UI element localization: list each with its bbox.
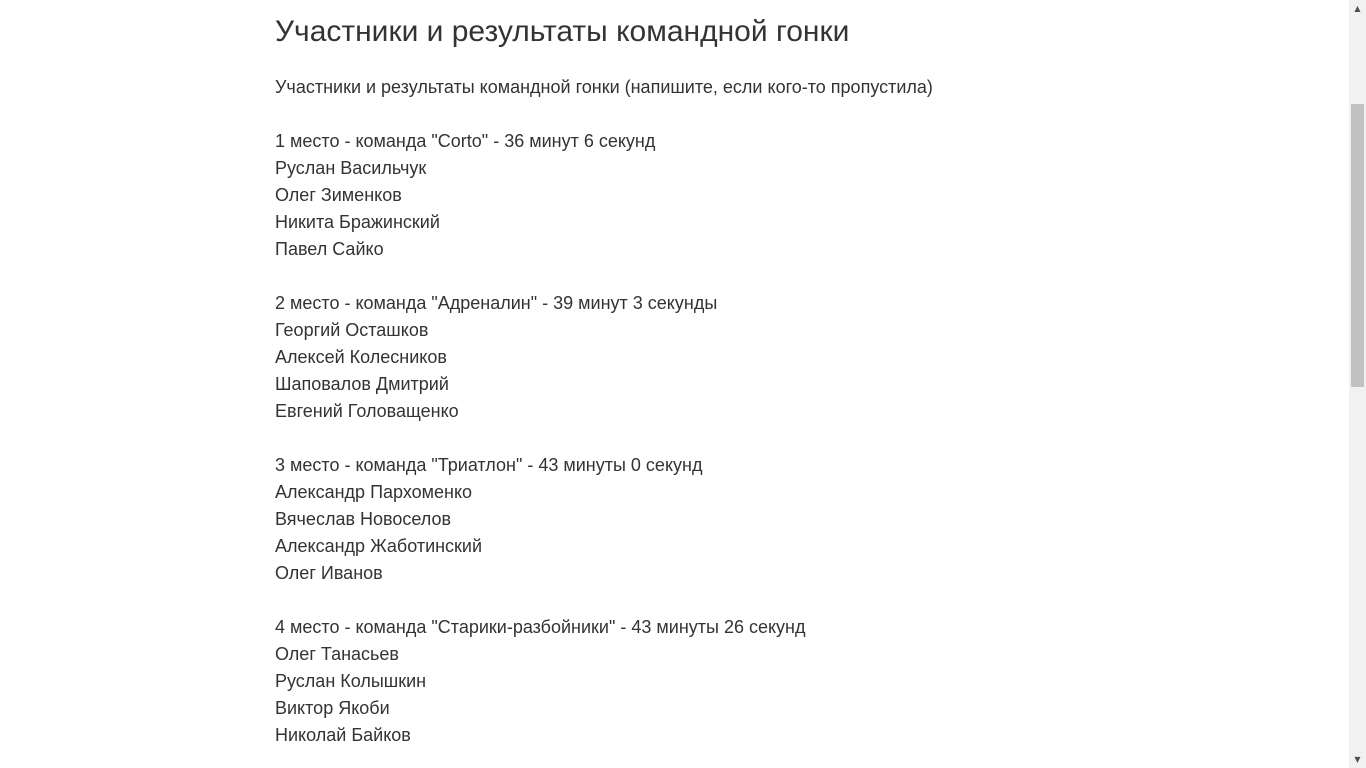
team-name: команда "Corto" — [355, 131, 489, 151]
team-name: команда "Старики-разбойники" — [355, 617, 616, 637]
team-place: 4 место — [275, 617, 340, 637]
separator: - — [339, 617, 356, 637]
team-member: Олег Танасьев — [275, 644, 399, 664]
team-time: 36 минут 6 секунд — [504, 131, 656, 151]
separator: - — [339, 131, 356, 151]
separator: - — [339, 293, 356, 313]
team-result-heading — [275, 290, 933, 317]
scrollbar-thumb[interactable] — [1351, 104, 1364, 387]
team-member: Павел Сайко — [275, 239, 384, 259]
separator: - — [339, 455, 356, 475]
team-member: Виктор Якоби — [275, 698, 390, 718]
team-member: Георгий Осташков — [275, 320, 429, 340]
team-member: Александр Пархоменко — [275, 482, 473, 502]
team-member: Олег Иванов — [275, 563, 383, 583]
team-member: Алексей Колесников — [275, 347, 447, 367]
blank-line — [275, 101, 933, 128]
team-member: Руслан Васильчук — [275, 158, 427, 178]
team-time: 39 минут 3 секунды — [553, 293, 718, 313]
scroll-up-arrow-icon[interactable]: ▲ — [1354, 4, 1361, 13]
scroll-down-arrow-icon[interactable]: ▼ — [1354, 755, 1361, 764]
vertical-scrollbar[interactable] — [1349, 0, 1366, 768]
team-time: 43 минуты 0 секунд — [538, 455, 703, 475]
team-member: Евгений Головащенко — [275, 401, 459, 421]
team-member: Олег Зименков — [275, 185, 402, 205]
separator: - — [537, 293, 554, 313]
team-name: команда "Адреналин" — [355, 293, 538, 313]
blank-line — [275, 263, 933, 290]
team-member: Вячеслав Новоселов — [275, 509, 452, 529]
page-title: Участники и результаты командной гонки — [275, 15, 850, 48]
team-result-heading — [275, 128, 933, 155]
team-name: команда "Триатлон" — [355, 455, 523, 475]
team-place: 3 место — [275, 455, 340, 475]
blank-line — [275, 587, 933, 614]
intro-text: Участники и результаты командной гонки (напишите, если кого-то пропустила) — [275, 77, 933, 97]
separator: - — [615, 617, 632, 637]
article-body — [275, 74, 933, 749]
team-member: Шаповалов Дмитрий — [275, 374, 449, 394]
blank-line — [275, 425, 933, 452]
team-member: Николай Байков — [275, 725, 411, 745]
team-place: 1 место — [275, 131, 340, 151]
separator: - — [488, 131, 505, 151]
team-member: Руслан Колышкин — [275, 671, 427, 691]
team-result-heading — [275, 452, 933, 479]
team-time: 43 минуты 26 секунд — [631, 617, 806, 637]
team-result-heading — [275, 614, 933, 641]
team-member: Александр Жаботинский — [275, 536, 483, 556]
separator: - — [522, 455, 539, 475]
team-place: 2 место — [275, 293, 340, 313]
team-member: Никита Бражинский — [275, 212, 440, 232]
